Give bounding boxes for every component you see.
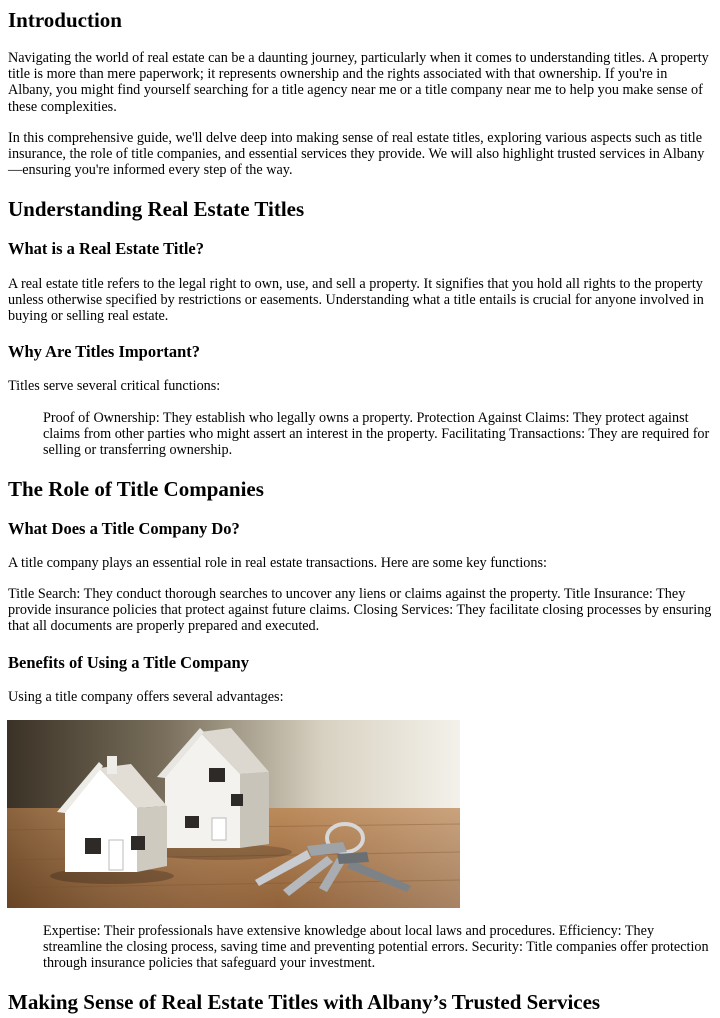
intro-paragraph-2: In this comprehensive guide, we'll delve deep into making sense of real estate titles, exploring various aspects such as title insurance, the role of title companies, and essential services they provide. We will also highlight trusted services in Albany—ensuring you're informed every step of the way.	[8, 130, 705, 179]
company-functions-list: Title Search: They conduct thorough searches to uncover any liens or claims against the property. Title Insurance: They provide insurance policies that protect against future claims. Closing Services: They facilitate closing processes by ensuring that all documents are properly prepared and executed.	[8, 586, 712, 635]
benefits-list: Expertise: Their professionals have extensive knowledge about local laws and procedures. Efficiency: They streamline the closing process, saving time and preventing potential errors. Security: Title companies offer protection through insurance policies that safeguard your investment.	[43, 923, 709, 972]
houses-and-keys-photo	[7, 720, 460, 908]
what-does-company-do-heading: What Does a Title Company Do?	[8, 519, 240, 538]
understanding-heading: Understanding Real Estate Titles	[8, 197, 305, 221]
why-titles-intro: Titles serve several critical functions:	[8, 378, 221, 394]
benefits-heading: Benefits of Using a Title Company	[8, 653, 249, 672]
intro-heading: Introduction	[8, 8, 122, 32]
intro-paragraph-1: Navigating the world of real estate can be a daunting journey, particularly when it comes to understanding titles. A property title is more than mere paperwork; it represents ownership and the rights associated with that ownership. If you're in Albany, you might find yourself searching for a title agency near me or a title company near me to help you make sense of these complexities.	[8, 50, 709, 115]
why-titles-heading: Why Are Titles Important?	[8, 342, 201, 361]
what-is-title-text: A real estate title refers to the legal right to own, use, and sell a property. It signifies that you hold all rights to the property unless otherwise specified by restrictions or easements. Understanding what a title entails is crucial for anyone involved in buying or selling real estate.	[8, 276, 704, 325]
benefits-intro: Using a title company offers several advantages:	[8, 689, 284, 705]
what-is-title-heading: What is a Real Estate Title?	[8, 239, 205, 258]
role-heading: The Role of Title Companies	[8, 477, 264, 501]
why-titles-list: Proof of Ownership: They establish who legally owns a property. Protection Against Claims: They protect against claims from other parties who might assert an interest in the property. Facilitating Transactions: They are required for selling or transferring ownership.	[43, 410, 710, 459]
albany-heading: Making Sense of Real Estate Titles with Albany’s Trusted Services	[8, 990, 601, 1014]
what-does-company-do-intro: A title company plays an essential role in real estate transactions. Here are some key functions:	[8, 555, 547, 571]
